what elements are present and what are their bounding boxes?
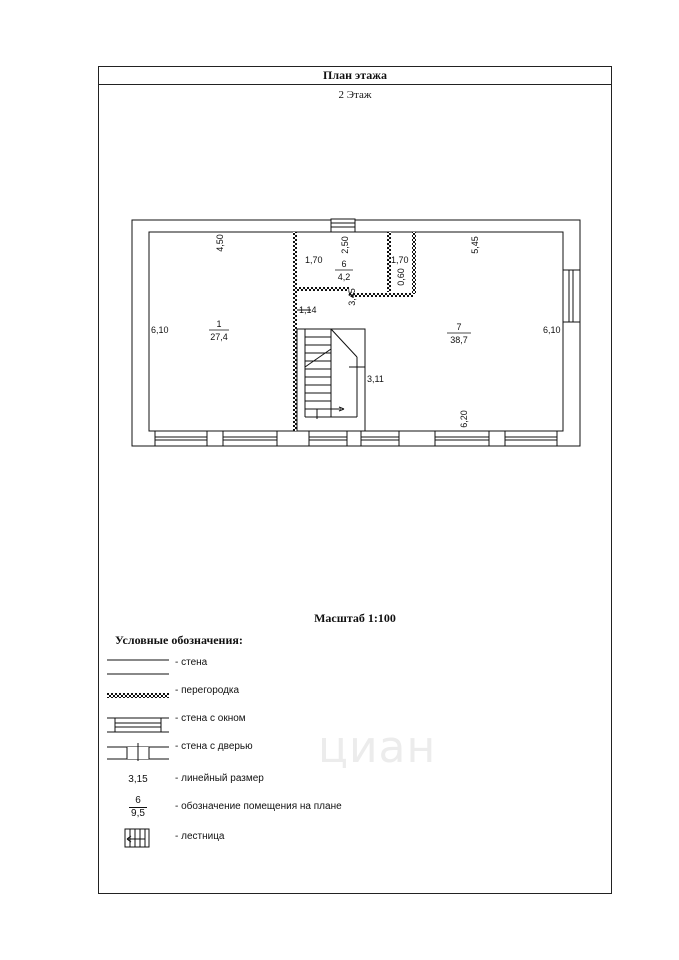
dim-stair-length: 3,11 [367, 374, 384, 384]
dim-corridor-width: 1,14 [299, 305, 317, 315]
dim-room1-width: 4,50 [215, 234, 225, 252]
dim-room7-height: 6,10 [543, 325, 561, 335]
floor-plan [99, 67, 613, 467]
legend-text: - лестница [175, 831, 225, 842]
window-3 [309, 431, 347, 446]
room-label-7 [447, 322, 471, 345]
legend-text: - обозначение помещения на плане [175, 801, 342, 812]
room-number: 6 [341, 259, 347, 269]
room-area: 38,7 [450, 335, 468, 345]
outer-walls [132, 220, 580, 446]
floor-label: 2 Этаж [338, 89, 372, 101]
dim-corridor-depth: 3,45 [347, 288, 357, 306]
dim-room7-width: 5,45 [470, 236, 480, 254]
room-label-1 [209, 319, 229, 342]
room-mark-number: 6 [135, 795, 141, 806]
room-area: 4,2 [337, 272, 351, 282]
window-right [563, 270, 580, 322]
top-stair-opening [331, 219, 355, 232]
room-area: 27,4 [210, 332, 228, 342]
dim-room1-height: 6,10 [151, 325, 169, 335]
legend-text: - стена [175, 657, 208, 668]
sheet-title: План этажа [99, 67, 611, 85]
window-4 [361, 431, 399, 446]
legend-item-room-mark [99, 795, 611, 821]
dim-room6-partition: 0,60 [396, 268, 406, 286]
window-1 [155, 431, 207, 446]
legend-title: Условные обозначения: [115, 633, 243, 647]
legend-text: - линейный размер [175, 773, 264, 784]
window-5 [435, 431, 489, 446]
window-6 [505, 431, 557, 446]
dim-room6-left: 1,70 [305, 255, 323, 265]
wall-door-symbol [105, 735, 171, 761]
room-label-6 [335, 259, 353, 282]
legend-text: - стена с окном [175, 713, 246, 724]
dim-room7-depth: 6,20 [459, 410, 469, 428]
wall-symbol [105, 651, 171, 677]
room-number: 1 [216, 319, 222, 329]
legend-text: - перегородка [175, 685, 240, 696]
legend-item-stairs [99, 825, 611, 851]
legend-item-partition [99, 679, 611, 705]
room-number: 7 [456, 322, 462, 332]
stairs-symbol [105, 825, 171, 851]
wall-window-symbol [105, 707, 171, 733]
room-mark-area: 9,5 [131, 808, 145, 819]
dimension-symbol: 3,15 [128, 774, 148, 785]
dim-room6-width: 2,50 [340, 236, 350, 254]
watermark: циан [318, 722, 437, 773]
dim-room6-right: 1,70 [391, 255, 409, 265]
partition-symbol [105, 679, 171, 705]
window-2 [223, 431, 277, 446]
staircase [297, 329, 365, 431]
legend-item-wall [99, 651, 611, 677]
scale-label: Масштаб 1:100 [314, 611, 396, 625]
legend-text: - стена с дверью [175, 741, 253, 752]
window-group-bottom [155, 431, 557, 446]
room-mark-symbol [105, 795, 171, 821]
